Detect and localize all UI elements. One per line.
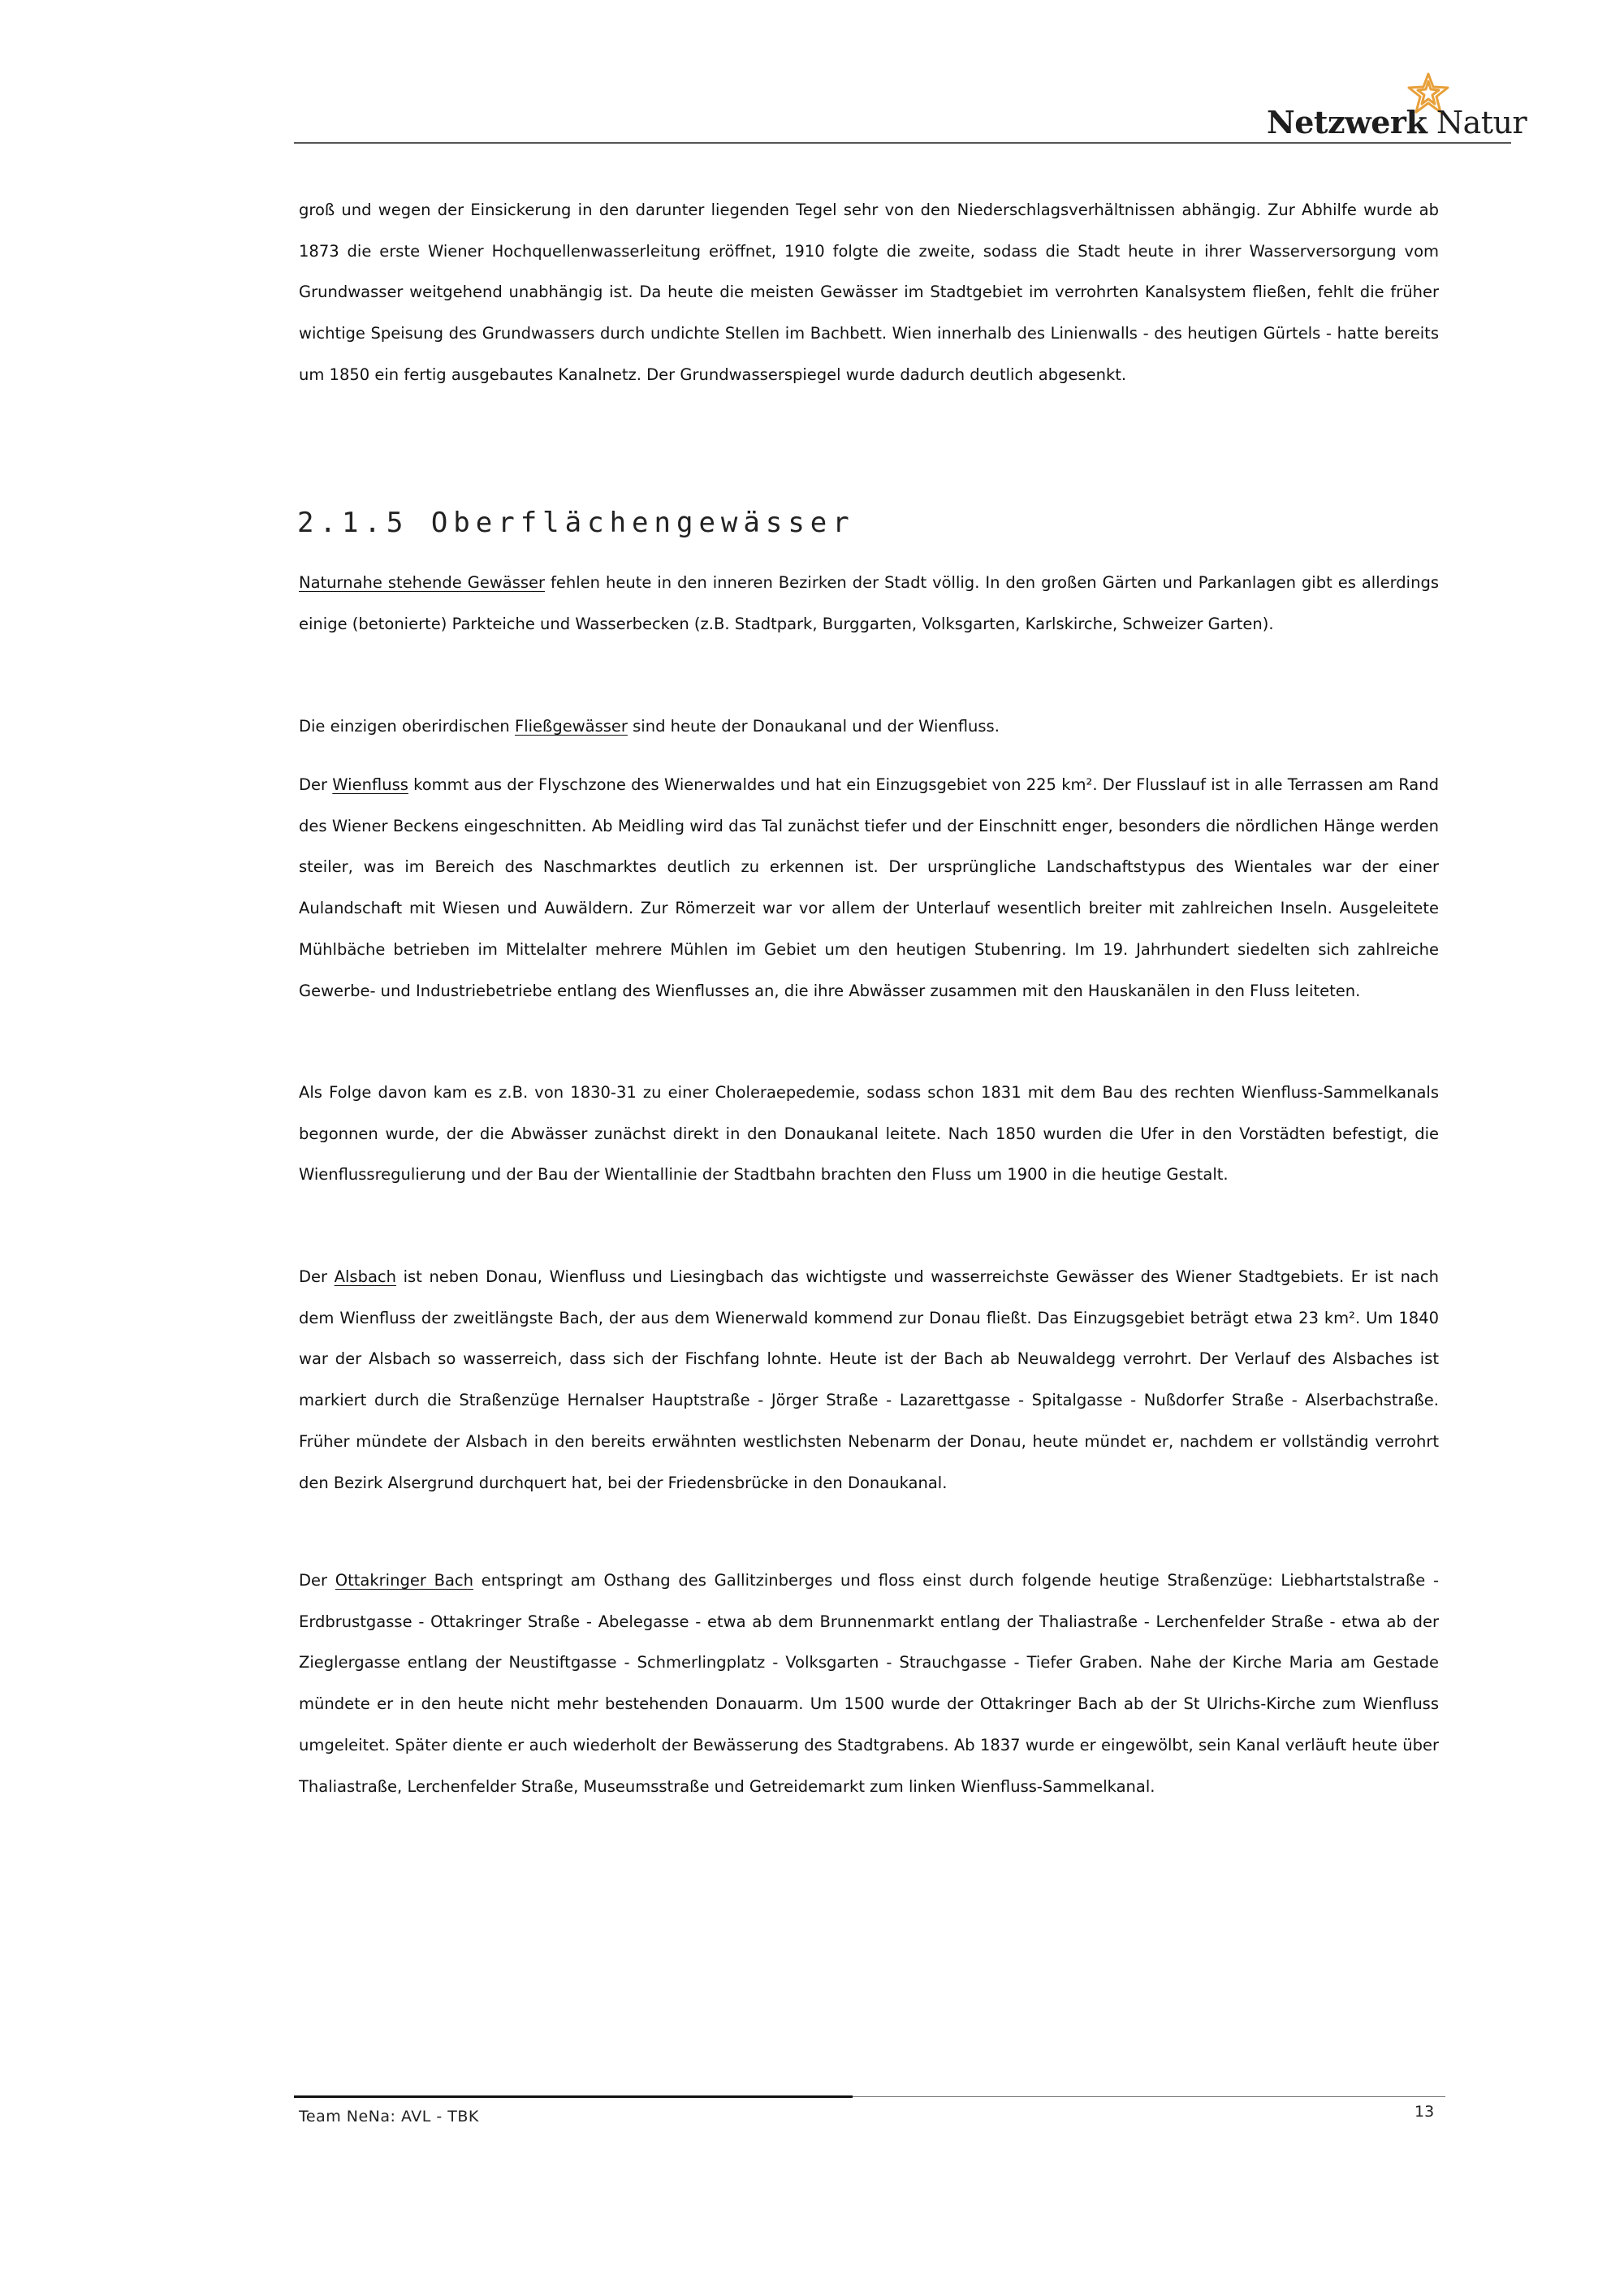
paragraph-ottakringer-bach (299, 1560, 1439, 1807)
logo-text (1267, 104, 1527, 140)
link-naturnahe-stehende-gewaesser[interactable]: Naturnahe stehende Gewässer (299, 573, 546, 592)
link-alsbach[interactable]: Alsbach (334, 1267, 396, 1286)
paragraph-groundwater: groß und wegen der Einsickerung in den darunter liegenden Tegel sehr von den Niederschlagsverhältnissen abhängig. Zur Abhilfe wurde ab 1873 die erste Wiener Hochquellenwasserleitung eröffnet, 1910 folgte die zweite, sodass die Stadt heute in ihrer Wasserversorgung vom Grundwasser weitgehend unabhängig ist. Da heute die meisten Gewässer im Stadtgebiet im verrohrten Kanalsystem fließen, fehlt die früher wichtige Speisung des Grundwassers durch undichte Stellen im Bachbett. Wien innerhalb des Linienwalls - des heutigen Gürtels - hatte bereits um 1850 ein fertig ausgebautes Kanalnetz. Der Grundwasserspiegel wurde dadurch deutlich abgesenkt. (299, 201, 1439, 384)
paragraph-text: Die einzigen oberirdischen (299, 717, 515, 736)
section-heading: 2.1.5 Oberflächengewässer (297, 507, 855, 539)
footer-team-label: Team NeNa: AVL - TBK (299, 2108, 479, 2126)
paragraph-text: Der (299, 775, 333, 794)
paragraph-text: ist neben Donau, Wienfluss und Liesingbach das wichtigste und wasserreichste Gewässer des Wiener Stadtgebiets. Er ist nach dem Wienfluss der zweitlängste Bach, der aus dem Wienerwald kommend zur Donau fließt. Das Einzugsgebiet beträgt etwa 23 km². Um 1840 war der Alsbach so wasserreich, dass sich der Fischfang lohnte. Heute ist der Bach ab Neuwaldegg verrohrt. Der Verlauf des Alsbaches ist markiert durch die Straßenzüge Hernalser Hauptstraße - Jörger Straße - Lazarettgasse - Spitalgasse - Nußdorfer Straße - Alserbachstraße. Früher mündete der Alsbach in den bereits erwähnten westlichsten Nebenarm der Donau, heute mündet er, nachdem er vollständig verrohrt den Bezirk Alsergrund durchquert hat, bei der Friedensbrücke in den Donaukanal. (299, 1267, 1439, 1492)
paragraph-fliessgewaesser (299, 706, 1439, 748)
paragraph-alsbach (299, 1257, 1439, 1504)
link-fliessgewaesser[interactable]: Fließgewässer (515, 717, 628, 736)
page-number: 13 (1415, 2103, 1435, 2121)
header-divider (294, 142, 1511, 144)
footer-divider-thick (294, 2095, 853, 2098)
footer-divider-thin (853, 2096, 1445, 2097)
paragraph-text: Der (299, 1571, 335, 1590)
logo-text-bold: Netzwerk (1267, 104, 1427, 140)
paragraph-text: Der (299, 1267, 335, 1286)
paragraph-text: kommt aus der Flyschzone des Wienerwaldes und hat ein Einzugsgebiet von 225 km². Der Flusslauf ist in alle Terrassen am Rand des Wiener Beckens eingeschnitten. Ab Meidling wird das Tal zunächst tiefer und der Einschnitt enger, besonders die nördlichen Hänge werden steiler, was im Bereich des Naschmarktes deutlich zu erkennen ist. Der ursprüngliche Landschaftstypus des Wientales war der einer Aulandschaft mit Wiesen und Auwäldern. Zur Römerzeit war vor allem der Unterlauf wesentlich breiter mit zahlreichen Inseln. Ausgeleitete Mühlbäche betrieben im Mittelalter mehrere Mühlen im Gebiet um den heutigen Stubenring. Im 19. Jahrhundert siedelten sich zahlreiche Gewerbe- und Industriebetriebe entlang des Wienflusses an, die ihre Abwässer zusammen mit den Hauskanälen in den Fluss leiteten. (299, 775, 1439, 1000)
paragraph-text: fehlen heute in den inneren Bezirken der Stadt völlig. In den großen Gärten und Parkanlagen gibt es allerdings einige (betonierte) Parkteiche und Wasserbecken (z.B. Stadtpark, Burggarten, Volksgarten, Karlskirche, Schweizer Garten). (299, 573, 1439, 633)
paragraph-wienfluss (299, 765, 1439, 1012)
link-ottakringer-bach[interactable]: Ottakringer Bach (335, 1571, 473, 1590)
netzwerk-natur-logo (1267, 71, 1527, 145)
paragraph-text: sind heute der Donaukanal und der Wienfluss. (627, 717, 1000, 736)
paragraph-stehende-gewaesser (299, 563, 1439, 645)
logo-text-regular: Natur (1436, 105, 1527, 140)
paragraph-text: entspringt am Osthang des Gallitzinberges und floss einst durch folgende heutige Straßenzüge: Liebhartstalstraße - Erdbrustgasse - Ottakringer Straße - Abelegasse - etwa ab dem Brunnenmarkt entlang der Thaliastraße - Lerchenfelder Straße - etwa ab der Zieglergasse entlang der Neustiftgasse - Schmerlingplatz - Volksgarten - Strauchgasse - Tiefer Graben. Nahe der Kirche Maria am Gestade mündete er in den heute nicht mehr bestehenden Donauarm. Um 1500 wurde der Ottakringer Bach ab der St Ulrichs-Kirche zum Wienfluss umgeleitet. Später diente er auch wiederholt der Bewässerung des Stadtgrabens. Ab 1837 wurde er eingewölbt, sein Kanal verläuft heute über Thaliastraße, Lerchenfelder Straße, Museumsstraße und Getreidemarkt zum linken Wienfluss-Sammelkanal. (299, 1571, 1439, 1796)
paragraph-cholera: Als Folge davon kam es z.B. von 1830-31 zu einer Choleraepedemie, sodass schon 1831 mit dem Bau des rechten Wienfluss-Sammelkanals begonnen wurde, der die Abwässer zunächst direkt in den Donaukanal leitete. Nach 1850 wurden die Ufer in den Vorstädten befestigt, die Wienflussregulierung und der Bau der Wientallinie der Stadtbahn brachten den Fluss um 1900 in die heutige Gestalt. (299, 1083, 1439, 1185)
link-wienfluss[interactable]: Wienfluss (332, 775, 408, 794)
